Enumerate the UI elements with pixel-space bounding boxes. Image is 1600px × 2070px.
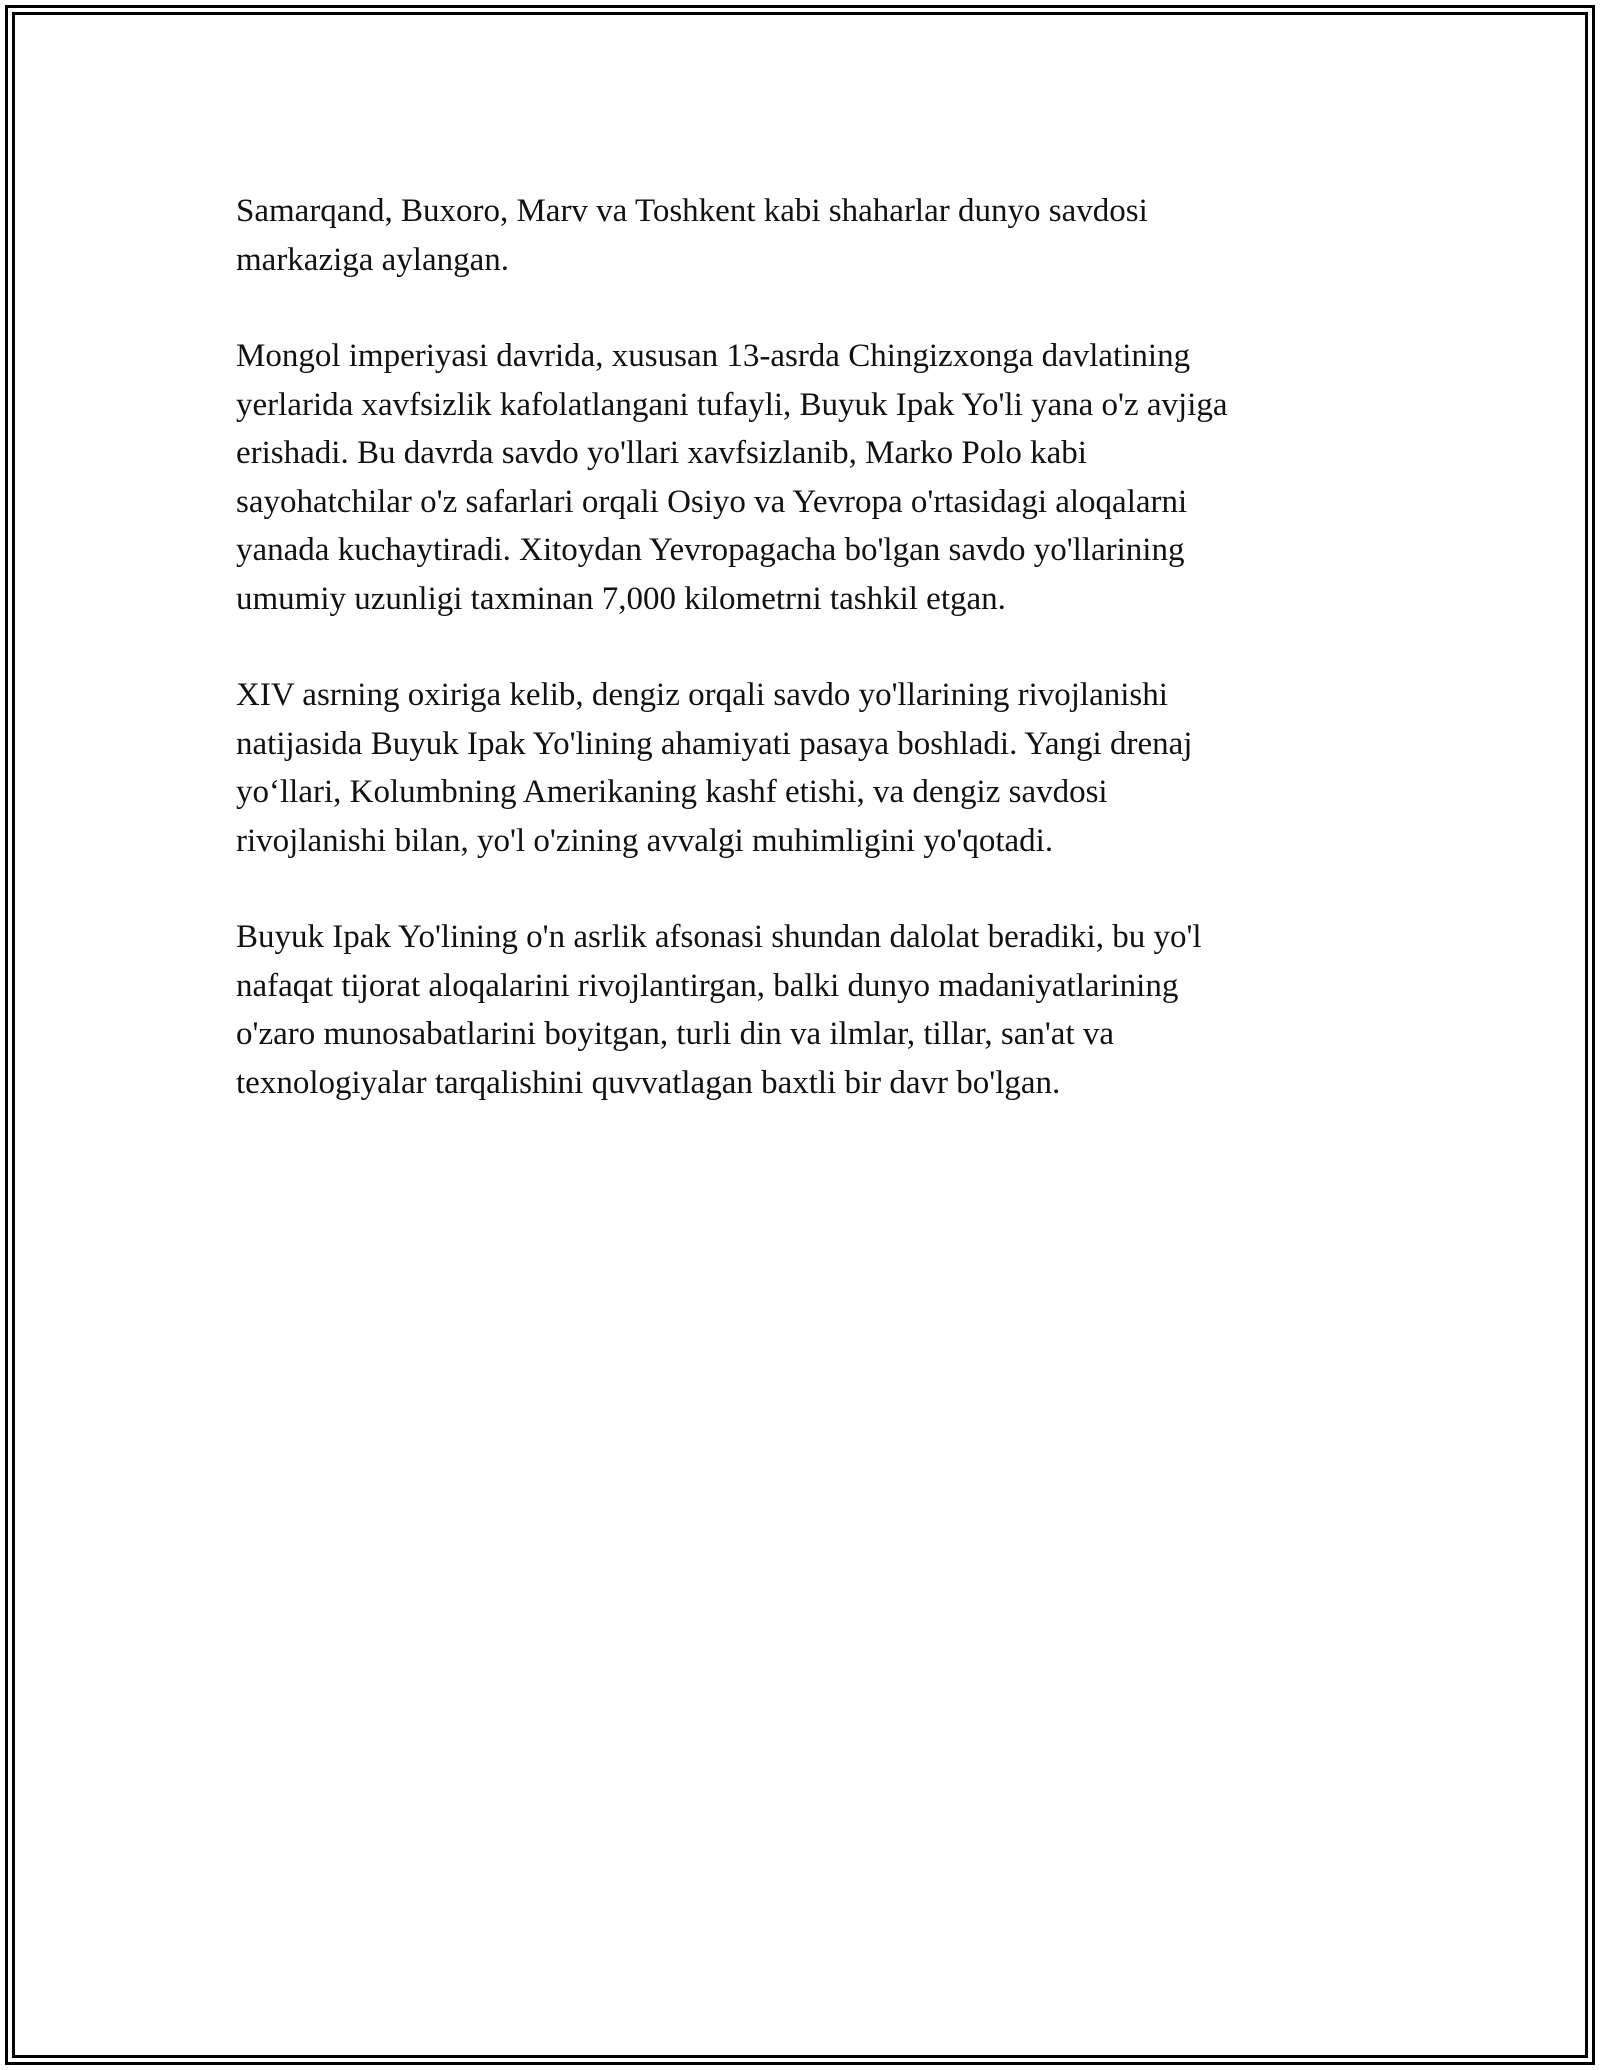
paragraph-line: o'zaro munosabatlarini boyitgan, turli din va ilmlar, tillar, san'at va [236, 1016, 1115, 1052]
paragraph-line: natijasida Buyuk Ipak Yo'lining ahamiyati pasaya boshladi. Yangi drenaj [236, 725, 1193, 762]
paragraph-line: yanada kuchaytiradi. Xitoydan Yevropagacha bo'lgan savdo yo'llarining [236, 532, 1185, 568]
paragraph-1 [236, 187, 1366, 284]
paragraph-line: yo‘llari, Kolumbning Amerikaning kashf etishi, va dengiz savdosi [236, 774, 1108, 810]
paragraph-line: Buyuk Ipak Yo'lining o'n asrlik afsonasi shundan dalolat beradiki, bu yo'l [236, 919, 1202, 955]
paragraph-line: umumiy uzunligi taxminan 7,000 kilometrni tashkil etgan. [236, 580, 1006, 617]
paragraph-3 [236, 671, 1366, 865]
paragraph-4 [236, 913, 1366, 1107]
paragraph-line: nafaqat tijorat aloqalarini rivojlantirgan, balki dunyo madaniyatlarining [236, 967, 1179, 1004]
paragraph-line: texnologiyalar tarqalishini quvvatlagan baxtli bir davr bo'lgan. [236, 1064, 1061, 1101]
paragraph-line: erishadi. Bu davrda savdo yo'llari xavfsizlanib, Marko Polo kabi [236, 435, 1087, 471]
paragraph-2 [236, 332, 1366, 623]
paragraph-line: Mongol imperiyasi davrida, xususan 13-asrda Chingizxonga davlatining [236, 338, 1191, 374]
paragraph-line: yerlarida xavfsizlik kafolatlangani tufayli, Buyuk Ipak Yo'li yana o'z avjiga [236, 386, 1228, 423]
paragraph-line: sayohatchilar o'z safarlari orqali Osiyo va Yevropa o'rtasidagi aloqalarni [236, 483, 1188, 520]
paragraph-line: markaziga aylangan. [236, 241, 510, 278]
document-body [236, 187, 1366, 1155]
paragraph-line: rivojlanishi bilan, yo'l o'zining avvalgi muhimligini yo'qotadi. [236, 822, 1054, 859]
paragraph-line: Samarqand, Buxoro, Marv va Toshkent kabi shaharlar dunyo savdosi [236, 193, 1148, 229]
paragraph-line: XIV asrning oxiriga kelib, dengiz orqali savdo yo'llarining rivojlanishi [236, 677, 1168, 713]
